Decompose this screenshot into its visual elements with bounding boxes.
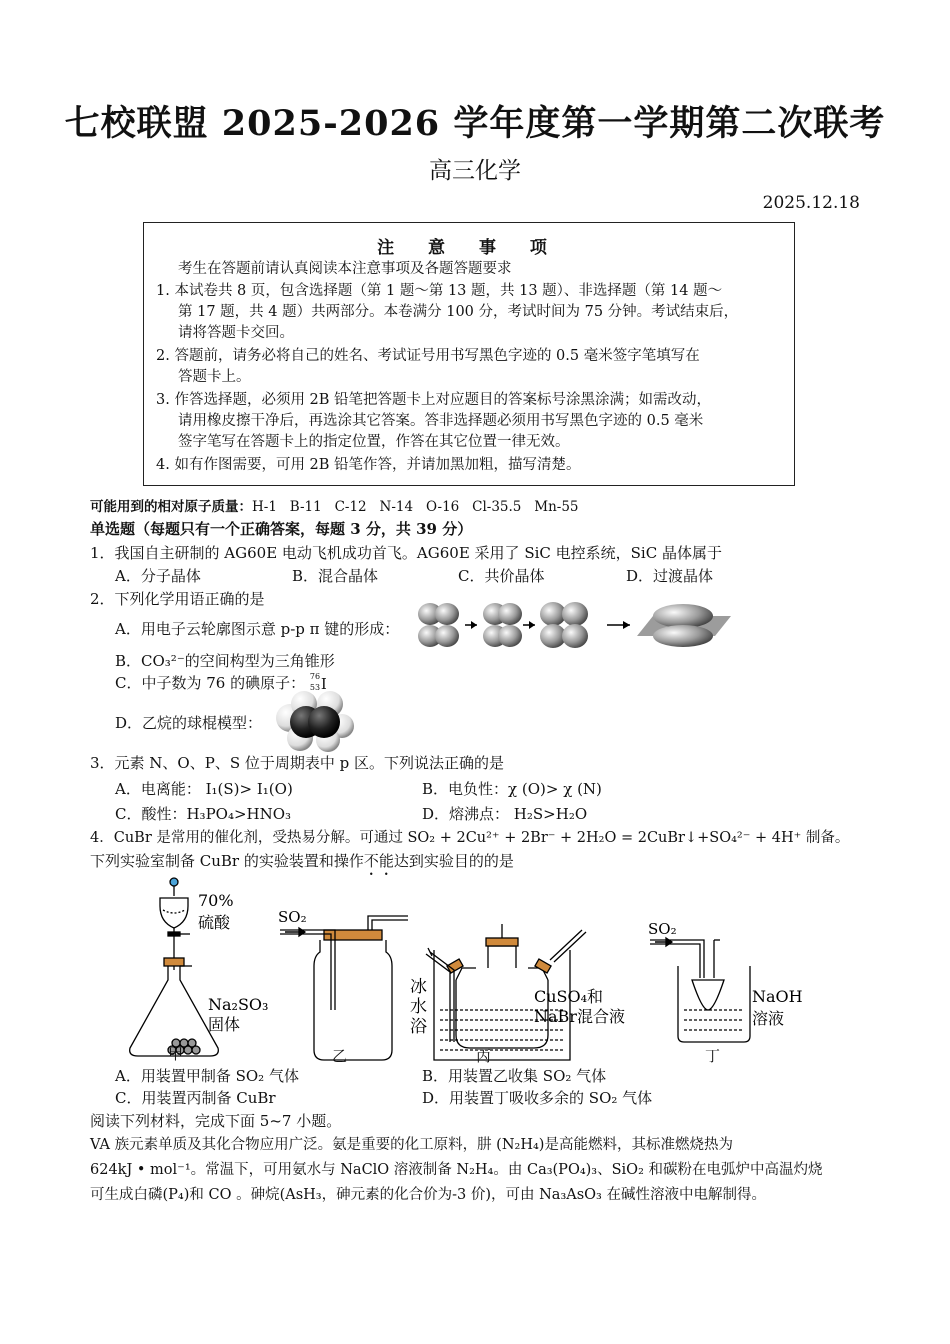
bing-solution-label: CuSO₄和 xyxy=(534,987,604,1006)
q3-option-c[interactable]: C．酸性：H₃PO₄>HNO₃ xyxy=(115,805,292,823)
label-jia: 甲 xyxy=(168,1045,184,1063)
q1-stem: 1．我国自主研制的 AG60E 电动飞机成功首飞。AG60E 采用了 SiC 电控系统，SiC 晶体属于 xyxy=(90,544,722,562)
reading-intro: 阅读下列材料，完成下面 5~7 小题。 xyxy=(90,1112,342,1130)
q4-stem-2-pre: 下列实验室制备 CuBr 的实验装置和操作 xyxy=(90,852,364,870)
exam-title: 七校联盟 2025-2026 学年度第一学期第二次联考 xyxy=(64,103,886,144)
apparatus-yi xyxy=(280,916,408,1060)
atomic-masses xyxy=(90,495,579,515)
apparatus-diagram xyxy=(110,870,830,1070)
notice-line: 签字笔写在答题卡上的指定位置，作答在其它位置一律无效。 xyxy=(178,434,570,450)
jia-solid-label-2: 固体 xyxy=(208,1015,241,1034)
reading-line: 624kJ • mol⁻¹。常温下，可用氨水与 NaClO 溶液制备 N₂H₄。由 Ca₃(PO₄)₃、SiO₂ 和碳粉在电弧炉中高温灼烧 xyxy=(90,1162,823,1178)
q3-option-a[interactable]: A．电离能： I₁(S)> I₁(O) xyxy=(115,780,293,798)
reading-line: VA 族元素单质及其化合物应用广泛。氨是重要的化工原料，肼 (N₂H₄)是高能燃料，其标准燃烧热为 xyxy=(90,1137,733,1153)
q2-option-c-text: C．中子数为 76 的碘原子： xyxy=(115,674,306,692)
label-bing: 丙 xyxy=(476,1047,492,1065)
q2-option-b[interactable]: B．CO₃²⁻的空间构型为三角锥形 xyxy=(115,652,335,670)
bing-ice-label-3: 浴 xyxy=(410,1017,427,1037)
notice-line: 4. 如有作图需要，可用 2B 铅笔作答，并请加黑加粗，描写清楚。 xyxy=(156,457,581,473)
q2-option-a[interactable]: A．用电子云轮廓图示意 p-p π 键的形成： xyxy=(115,620,400,638)
q4-stem-2-post: 达到实验目的的是 xyxy=(393,852,514,870)
bing-ice-label: 冰 xyxy=(410,977,427,997)
exam-date: 2025.12.18 xyxy=(762,193,860,213)
jia-acid-label-2: 硫酸 xyxy=(198,913,231,932)
jia-solid-label: Na₂SO₃ xyxy=(208,995,269,1014)
notice-line: 请将答题卡交回。 xyxy=(178,325,294,341)
ding-solution-label: NaOH xyxy=(752,987,803,1006)
q1-option-b[interactable]: B．混合晶体 xyxy=(292,567,379,585)
ethane-model-image xyxy=(272,690,354,752)
reading-line: 可生成白磷(P₄)和 CO 。砷烷(AsH₃，砷元素的化合价为-3 价)，可由 Na₃AsO₃ 在碱性溶液中电解制得。 xyxy=(90,1187,766,1203)
nuclide-mass: 76 xyxy=(309,672,321,681)
nuclide-symbol: I xyxy=(320,675,327,693)
atomic-masses-label: 可能用到的相对原子质量： xyxy=(90,499,252,515)
notice-heading: 注 意 事 项 xyxy=(377,238,561,258)
yi-gas-label: SO₂ xyxy=(278,908,307,926)
q4-stem: 4．CuBr 是常用的催化剂，受热易分解。可通过 SO₂ + 2Cu²⁺ + 2Br⁻ + 2H₂O = 2CuBr↓+SO₄²⁻ + 4H⁺ 制备。 xyxy=(90,830,850,846)
q4-option-d[interactable]: D．用装置丁吸收多余的 SO₂ 气体 xyxy=(422,1089,653,1107)
notice-line: 2. 答题前，请务必将自己的姓名、考试证号用书写黑色字迹的 0.5 毫米签字笔填写在 xyxy=(156,348,700,364)
notice-line: 请用橡皮擦干净后，再选涂其它答案。答非选择题必须用书写黑色字迹的 0.5 毫米 xyxy=(178,413,704,429)
q1-option-c[interactable]: C．共价晶体 xyxy=(458,567,545,585)
q1-option-d[interactable]: D．过渡晶体 xyxy=(626,567,714,585)
q1-option-a[interactable]: A．分子晶体 xyxy=(115,567,201,585)
notice-line: 1. 本试卷共 8 页，包含选择题（第 1 题～第 13 题，共 13 题）、非选择题（第 14 题～ xyxy=(156,283,723,299)
ding-solution-label-2: 溶液 xyxy=(752,1009,785,1028)
notice-intro: 考生在答题前请认真阅读本注意事项及各题答题要求 xyxy=(178,261,512,277)
label-ding: 丁 xyxy=(705,1047,721,1065)
label-yi: 乙 xyxy=(332,1047,348,1065)
notice-line: 3. 作答选择题，必须用 2B 铅笔把答题卡上对应题目的答案标号涂黑涂满；如需改动， xyxy=(156,392,712,408)
q3-stem: 3．元素 N、O、P、S 位于周期表中 p 区。下列说法正确的是 xyxy=(90,754,505,772)
bing-solution-label-2: NaBr混合液 xyxy=(534,1007,625,1026)
q4-option-a[interactable]: A．用装置甲制备 SO₂ 气体 xyxy=(115,1067,299,1085)
apparatus-ding xyxy=(650,938,750,1042)
pi-bond-orbital-diagram xyxy=(415,600,735,652)
section-heading: 单选题（每题只有一个正确答案，每题 3 分，共 39 分） xyxy=(90,520,473,538)
notice-line: 答题卡上。 xyxy=(178,369,251,385)
ding-gas-label: SO₂ xyxy=(648,920,677,938)
notice-box xyxy=(143,222,795,486)
q4-emphasis: 不能 xyxy=(363,852,394,870)
q4-option-c[interactable]: C．用装置丙制备 CuBr xyxy=(115,1089,276,1107)
notice-line: 第 17 题，共 4 题）共两部分。本卷满分 100 分，考试时间为 75 分钟。考试结束后， xyxy=(178,304,739,320)
q2-stem: 2．下列化学用语正确的是 xyxy=(90,590,265,608)
atomic-masses-values: H-1 B-11 C-12 N-14 O-16 Cl-35.5 Mn-55 xyxy=(252,499,579,515)
exam-subject: 高三化学 xyxy=(429,158,521,184)
q3-option-b[interactable]: B．电负性：χ (O)> χ (N) xyxy=(422,780,602,798)
nuclide-z: 53 xyxy=(309,683,321,692)
q3-option-d[interactable]: D．熔沸点： H₂S>H₂O xyxy=(422,805,588,823)
bing-ice-label-2: 水 xyxy=(410,997,427,1017)
jia-acid-label: 70% xyxy=(198,891,234,910)
q4-option-b[interactable]: B．用装置乙收集 SO₂ 气体 xyxy=(422,1067,607,1085)
q2-option-d[interactable]: D．乙烷的球棍模型： xyxy=(115,714,263,732)
